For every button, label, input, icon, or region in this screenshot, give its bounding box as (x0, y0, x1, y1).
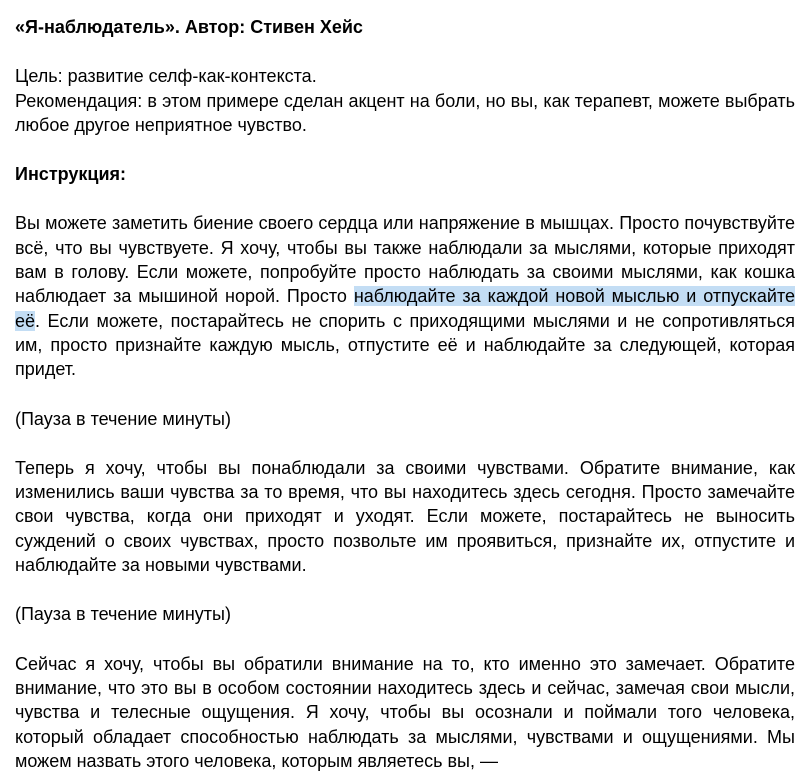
highlighted-conjunction[interactable]: и (679, 286, 704, 307)
goal-text: Цель: развитие селф-как-контекста. (15, 66, 317, 87)
instruction-paragraph-1 (15, 211, 795, 381)
highlighted-phrase-observe[interactable]: наблюдайте за каждой новой мыслью (353, 286, 680, 307)
highlighted-phrase-release[interactable]: отпускайте её (15, 286, 795, 331)
document-page (15, 15, 795, 773)
instruction-paragraph-3: Сейчас я хочу, чтобы вы обратили внимание на то, кто именно это замечает. Обратите внимание, что это вы в особом состоянии находитесь здесь и сейчас, замечая свои мысли, чувства и телесные ощущения. Я хочу, чтобы вы осознали и поймали того человека, который обладает способностью наблюдать за мыслями, чувствами и ощущениями. Мы можем назвать этого человека, которым являетесь вы, — (15, 653, 795, 771)
document-title: «Я-наблюдатель». Автор: Стивен Хейс (15, 17, 363, 37)
paragraph-1-text-start: Вы можете заметить биение своего сердца или напряжение в мышцах. Просто почувствуйте всё, что вы чувствуете. Я хочу, чтобы вы также наблюдали за мыслями, которые приходят вам в голову. Если можете, попробуйте просто наблюдать за своими мыслями, как кошка наблюдает за мышиной норой. Просто (15, 213, 795, 307)
recommendation-text: Рекомендация: в этом примере сделан акцент на боли, но вы, как терапевт, можете выбрать любое другое неприятное чувство. (15, 90, 795, 135)
pause-note-2: (Пауза в течение минуты) (15, 604, 231, 625)
pause-note-1: (Пауза в течение минуты) (15, 408, 231, 429)
instruction-heading: Инструкция: (15, 164, 127, 185)
instruction-paragraph-2: Теперь я хочу, чтобы вы понаблюдали за своими чувствами. Обратите внимание, как изменились ваши чувства за то время, что вы находитесь здесь сегодня. Просто замечайте свои чувства, когда они приходят и уходят. Если можете, постарайтесь не выносить суждений о своих чувствах, просто позвольте им проявиться, признайте их, отпустите и наблюдайте за новыми чувствами. (15, 457, 795, 576)
paragraph-1-text-end: . Если можете, постарайтесь не спорить с приходящими мыслями и не сопротивляться им, просто признайте каждую мысль, отпустите её и наблюдайте за следующей, которая придет. (15, 310, 795, 380)
